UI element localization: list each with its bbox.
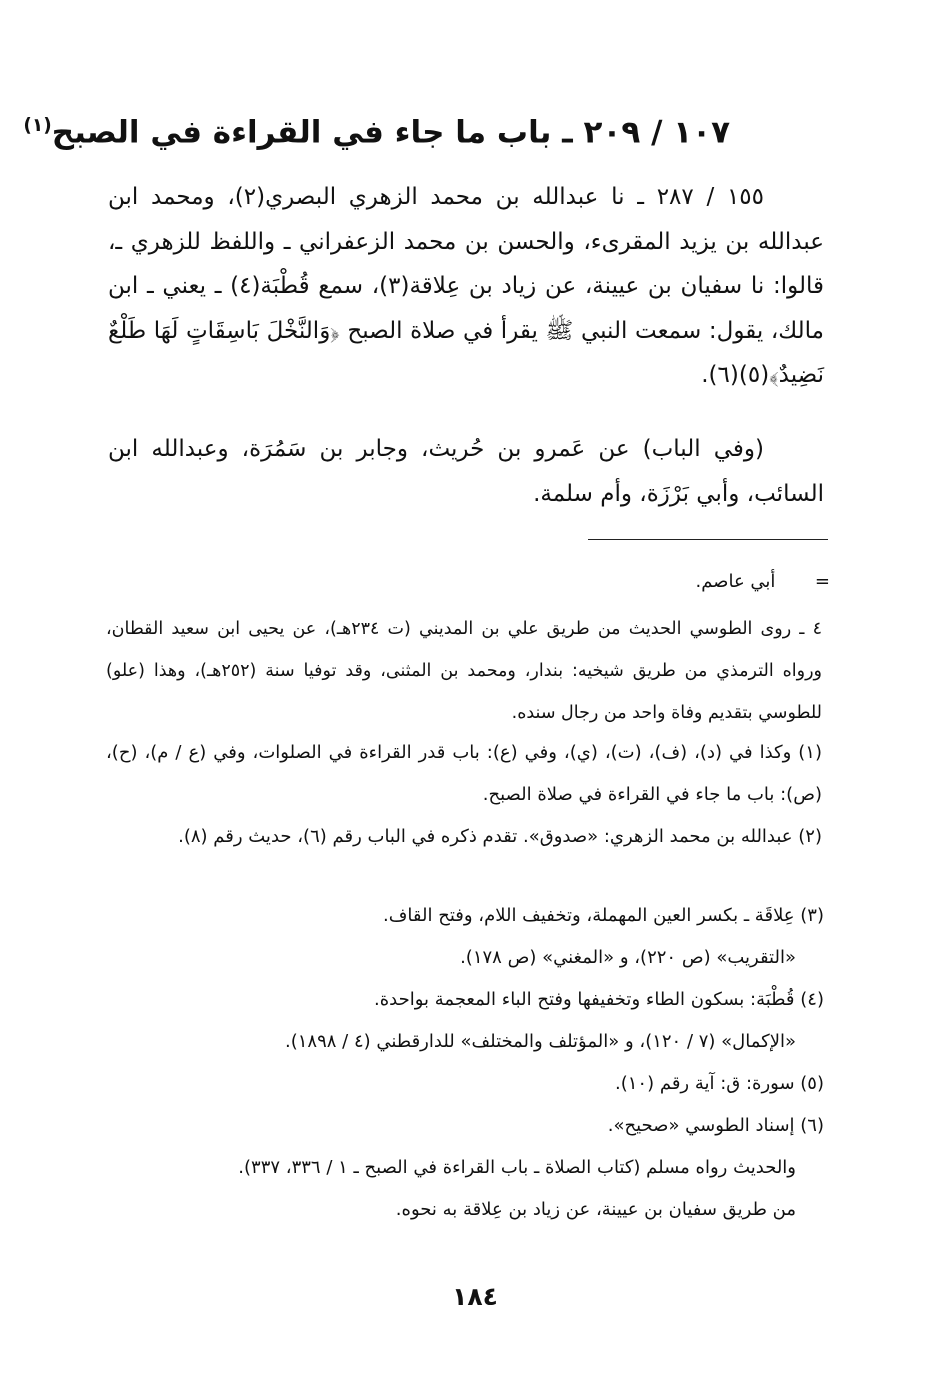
continuation-marker: = <box>814 571 830 592</box>
continuation-text: أبي عاصم. <box>695 571 776 592</box>
footnote-prev-4 <box>106 608 822 734</box>
page-number: ١٨٤ <box>452 1282 498 1311</box>
footnote-4-line2: «الإكمال» (٧ / ١٢٠)، و «المؤتلف والمختلف» للدارقطني (٤ / ١٨٩٨). <box>285 1031 796 1052</box>
hadith-block <box>108 175 824 398</box>
footnote-prev-4-text: ٤ ـ روى الطوسي الحديث من طريق علي بن المديني (ت ٢٣٤هـ)، عن يحيى ابن سعيد القطان، ورواه الترمذي من طريق شيخيه: بندار، ومحمد بن المثنى، وقد توفيا سنة (٢٥٢هـ)، وهذا (علو) للطوسي بتقديم وفاة واحد من رجال سنده. <box>106 619 822 723</box>
footnote-continuation <box>600 566 830 598</box>
footnote-1-text: (١) وكذا في (د)، (ف)، (ت)، (ي)، وفي (ع): باب قدر القراءة في الصلوات، وفي (ع / م)، (ح)، (ص): باب ما جاء في القراءة في صلاة الصبح. <box>106 742 822 805</box>
footnote-1 <box>106 732 822 816</box>
footnote-2-text: (٢) عبدالله بن محمد الزهري: «صدوق». تقدم ذكره في الباب رقم (٦)، حديث رقم (٨). <box>178 826 822 847</box>
chapter-heading-footnote-ref: (١) <box>23 115 52 136</box>
bab-paragraph: (وفي الباب) عن عَمرو بن حُريث، وجابر بن سَمُرَة، وعبدالله ابن السائب، وأبي بَرْزَة، وأم سلمة. <box>108 436 824 507</box>
footnote-3-line1: (٣) عِلاقَة ـ بكسر العين المهملة، وتخفيف اللام، وفتح القاف. <box>383 905 824 926</box>
footnote-3-line2: «التقريب» (ص ٢٢٠)، و «المغني» (ص ١٧٨). <box>460 947 796 968</box>
hadith-paragraph: ١٥٥ / ٢٨٧ ـ نا عبدالله بن محمد الزهري البصري(٢)، ومحمد ابن عبدالله بن يزيد المقرىء، والحسن بن محمد الزعفراني ـ واللفظ للزهري ـ، قالوا: نا سفيان بن عيينة، عن زياد بن عِلاقة(٣)، سمع قُطْبَة(٤) ـ يعني ـ ابن مالك، يقول: سمعت النبي ﷺ يقرأ في صلاة الصبح ﴿وَالنَّخْلَ بَاسِقَاتٍ لَهَا طَلْعٌ نَضِيدٌ﴾(٥)(٦). <box>108 184 825 388</box>
footnote-4-line1: (٤) قُطْبَة: بسكون الطاء وتخفيفها وفتح الباء المعجمة بواحدة. <box>374 989 824 1010</box>
footnote-2 <box>106 816 822 858</box>
footnote-6-line2: والحديث رواه مسلم (كتاب الصلاة ـ باب القراءة في الصبح ـ ١ / ٣٣٦، ٣٣٧). <box>238 1157 796 1178</box>
footnote-6-line3: من طريق سفيان بن عيينة، عن زياد بن عِلاقة به نحوه. <box>395 1199 796 1220</box>
footnote-5: (٥) سورة: ق: آية رقم (١٠). <box>615 1073 824 1094</box>
chapter-heading <box>23 104 730 154</box>
footnote-6-line1: (٦) إسناد الطوسي «صحيح». <box>607 1115 824 1136</box>
bab-block <box>108 427 824 516</box>
chapter-heading-text: ١٠٧ / ٢٠٩ ـ باب ما جاء في القراءة في الصبح <box>51 114 730 151</box>
footnote-divider <box>588 539 828 540</box>
